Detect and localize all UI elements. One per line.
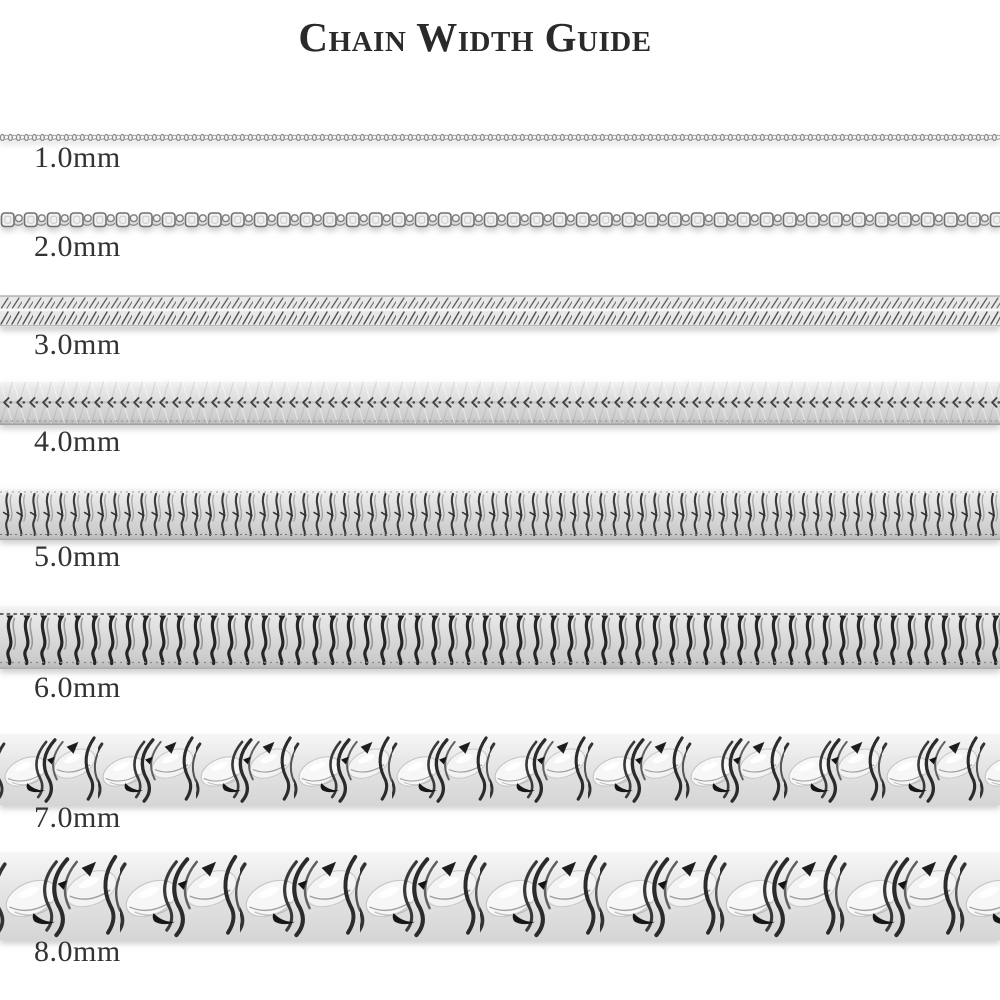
chain-photo-1mm — [0, 132, 1000, 143]
chain-size-label: 1.0mm — [34, 141, 121, 174]
chain-photo-3mm — [0, 295, 1000, 327]
chain-photo-7mm — [0, 734, 1000, 805]
chain-size-label: 2.0mm — [34, 230, 121, 263]
chain-photo-6mm — [0, 604, 1000, 669]
chain-photo-5mm — [0, 487, 1000, 540]
chain-size-label: 6.0mm — [34, 671, 121, 704]
page-title: Chain Width Guide — [298, 14, 652, 60]
chain-size-label: 7.0mm — [34, 801, 121, 834]
chain-size-label: 8.0mm — [34, 935, 121, 968]
chain-size-label: 5.0mm — [34, 540, 121, 573]
chain-photo-8mm — [0, 852, 1000, 940]
chain-photo-2mm — [0, 209, 1000, 231]
chain-size-label: 3.0mm — [34, 328, 121, 361]
chain-size-label: 4.0mm — [34, 425, 121, 458]
chain-photo-4mm — [0, 380, 1000, 425]
